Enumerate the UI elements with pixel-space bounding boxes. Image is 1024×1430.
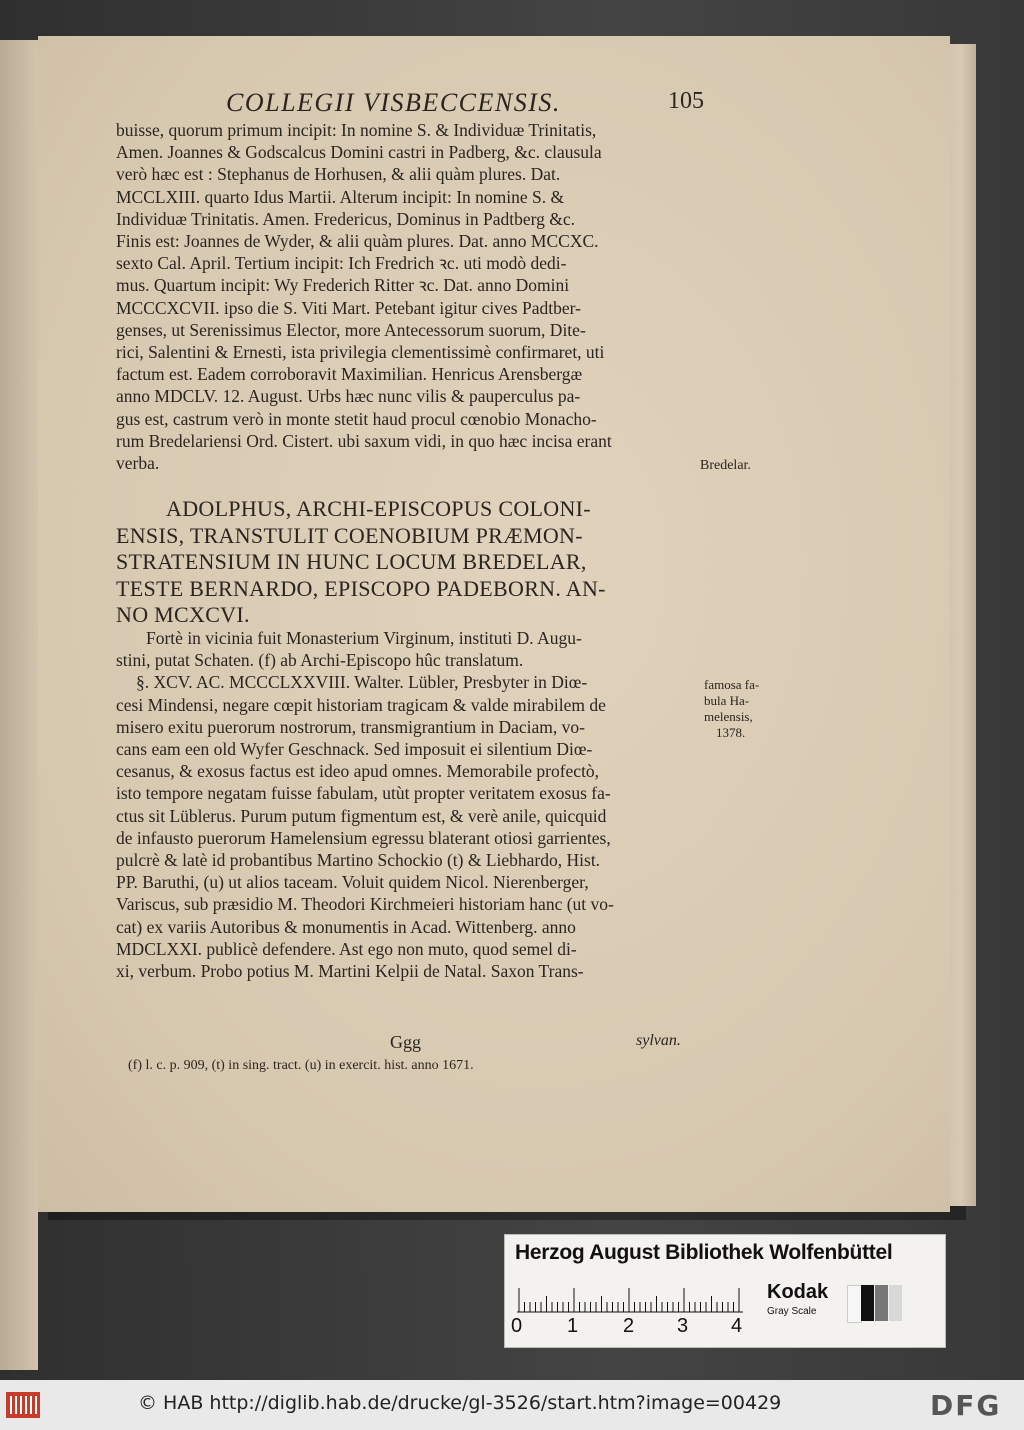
text-line: xi, verbum. Probo potius M. Martini Kelpii de Natal. Saxon Trans- — [116, 961, 584, 981]
text-line: STRATENSIUM IN HUNC LOCUM BREDELAR, — [116, 549, 587, 574]
text-line: ADOLPHUS, ARCHI-EPISCOPUS COLONI- — [166, 496, 591, 521]
ruler-label-3: 3 — [677, 1315, 689, 1337]
text-line: MDCLXXI. publicè defendere. Ast ego non muto, quod semel di- — [116, 938, 577, 959]
ruler-label-4: 4 — [731, 1315, 743, 1337]
text-line: genses, ut Serenissimus Elector, more Antecessorum suorum, Dite- — [116, 319, 586, 340]
text-line: MCCCXCVII. ipso die S. Viti Mart. Petebant igitur cives Padtber- — [116, 297, 581, 318]
margin-note-line: famosa fa- — [704, 677, 760, 692]
library-name: Herzog August Bibliothek Wolfenbüttel — [515, 1241, 893, 1264]
dfg-logo: DFG — [930, 1389, 1002, 1422]
text-line: verba. — [116, 453, 160, 473]
gray-swatch-black — [861, 1285, 874, 1321]
previous-page-edge — [0, 40, 38, 1370]
text-line: Finis est: Joannes de Wyder, & alii quàm plures. Dat. anno MCCXC. — [116, 231, 599, 251]
text-line: rum Bredelariensi Ord. Cistert. ubi saxum vidi, in quo hæc incisa erant — [116, 430, 612, 451]
text-line: sexto Cal. April. Tertium incipit: Ich Fredrich ꝛc. uti modò dedi- — [116, 253, 567, 274]
copyright-url[interactable]: © HAB http://diglib.hab.de/drucke/gl-3526/start.htm?image=00429 — [138, 1392, 782, 1414]
text-line: PP. Baruthi, (u) ut alios taceam. Voluit quidem Nicol. Nierenberger, — [116, 872, 589, 893]
gray-scale-label: Gray Scale — [767, 1306, 817, 1317]
gray-swatch-light — [889, 1285, 902, 1321]
text-line: NO MCXCVI. — [116, 602, 250, 627]
text-line: ctus sit Lüblerus. Purum putum figmentum est, & verè anile, quicquid — [116, 805, 607, 826]
text-line: Individuæ Trinitatis. Amen. Fredericus, Dominus in Padtberg &c. — [116, 208, 576, 229]
text-line: isto tempore negatam fuisse fabulam, utùt propter veritatem exosus fa- — [116, 783, 611, 804]
text-line: ENSIS, TRANSTULIT COENOBIUM PRÆMON- — [116, 522, 583, 548]
text-line: Fortè in vicinia fuit Monasterium Virginum, instituti D. Augu- — [146, 628, 582, 648]
text-line: pulcrè & latè id probantibus Martino Schockio (t) & Liebhardo, Hist. — [116, 850, 601, 870]
text-line: MCCLXIII. quarto Idus Martii. Alterum incipit: In nomine S. & — [116, 186, 565, 207]
text-line: cat) ex variis Autoribus & monumentis in Acad. Wittenberg. anno — [116, 916, 576, 937]
text-line: anno MDCLV. 12. August. Urbs hæc nunc vilis & pauperculus pa- — [116, 386, 581, 407]
text-line: verò hæc est : Stephanus de Horhusen, & alii quàm plures. Dat. — [116, 164, 561, 185]
gray-swatch-white — [847, 1285, 862, 1323]
ruler-label-1: 1 — [567, 1315, 579, 1337]
margin-note-line: melensis, — [704, 709, 753, 724]
kodak-brand: Kodak — [767, 1281, 829, 1303]
text-line: TESTE BERNARDO, EPISCOPO PADEBORN. AN- — [116, 575, 606, 601]
viewer-footer — [0, 1380, 1024, 1430]
text-line: Amen. Joannes & Godscalcus Domini castri in Padberg, &c. clausula — [116, 142, 602, 163]
text-line: buisse, quorum primum incipit: In nomine S. & Individuæ Trinitatis, — [116, 120, 597, 140]
text-line: §. XCV. AC. MCCCLXXVIII. Walter. Lübler, Presbyter in Diœ- — [136, 672, 588, 693]
text-line: Variscus, sub præsidio M. Theodori Kirchmeieri historiam hanc (ut vo- — [116, 894, 614, 915]
margin-note-bredelar: Bredelar. — [700, 458, 751, 473]
margin-note-line: 1378. — [716, 725, 746, 740]
text-line: factum est. Eadem corroboravit Maximilian. Henricus Arensbergæ — [116, 364, 583, 385]
catchword: sylvan. — [636, 1032, 681, 1049]
ruler-scale — [517, 1281, 743, 1313]
running-header: COLLEGII VISBECCENSIS. — [226, 88, 561, 117]
text-line: stini, putat Schaten. (f) ab Archi-Episcopo hûc translatum. — [116, 650, 524, 671]
ruler-label-0: 0 — [511, 1315, 523, 1337]
library-logo-icon — [6, 1392, 40, 1418]
page-number: 105 — [668, 88, 704, 114]
text-line: cesanus, & exosus factus est ideo apud omnes. Memorabile profectò, — [116, 761, 600, 782]
text-line: gus est, castrum verò in monte stetit haud procul cœnobio Monacho- — [116, 408, 597, 429]
text-line: rici, Salentini & Ernesti, ista privilegia clementissimè confirmaret, uti — [116, 342, 605, 362]
text-line: de infausto puerorum Hamelensium egressu blaterant otiosi garrientes, — [116, 827, 611, 848]
ruler-label-2: 2 — [623, 1315, 635, 1337]
footnotes: (f) l. c. p. 909, (t) in sing. tract. (u) in exercit. hist. anno 1671. — [128, 1058, 474, 1073]
margin-note-line: bula Ha- — [704, 693, 750, 708]
text-line: cans eam een old Wyfer Geschnack. Sed imposuit ei silentium Diœ- — [116, 739, 593, 759]
signature-mark: Ggg — [390, 1032, 421, 1052]
color-calibration-target — [504, 1234, 946, 1348]
text-line: mus. Quartum incipit: Wy Frederich Ritter ꝛc. Dat. anno Domini — [116, 275, 570, 296]
text-line: misero exitu puerorum nostrorum, transmigrantium in Daciam, vo- — [116, 716, 585, 737]
text-line: cesi Mindensi, negare cœpit historiam tragicam & valde mirabilem de — [116, 694, 606, 715]
gray-swatch-mid — [875, 1285, 888, 1321]
